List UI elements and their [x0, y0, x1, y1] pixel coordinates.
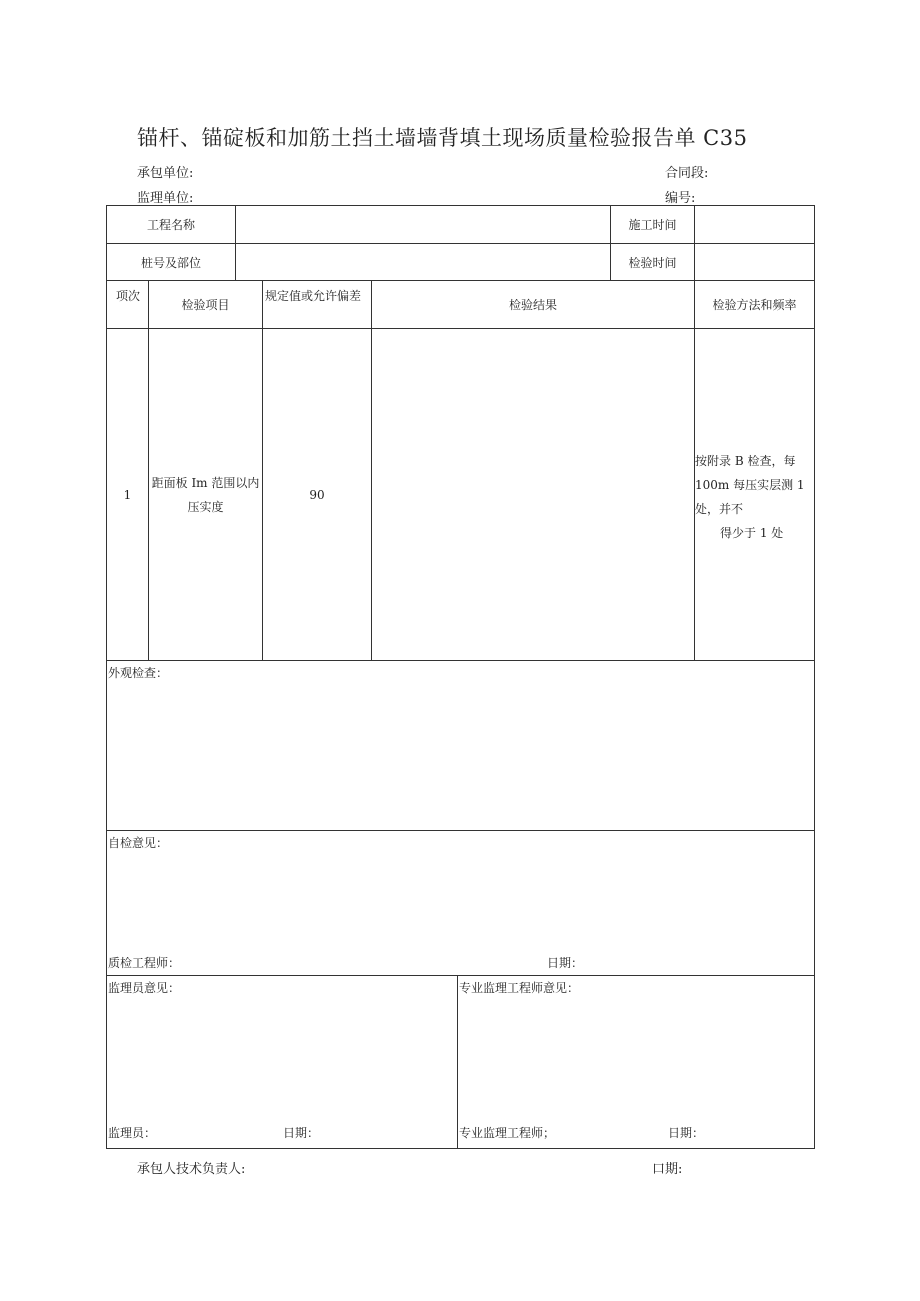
contractor-label: 承包单位: [137, 166, 194, 181]
self-check-section [106, 830, 815, 976]
construction-time-label: 施工时间 [610, 205, 695, 244]
col-header-seq: 项次 [106, 280, 149, 329]
item-line-1: 距面板 Im 范围以内 [151, 475, 260, 490]
supervisor-opinion-section [106, 975, 458, 1149]
contract-section-label: 合同段: [665, 166, 709, 181]
method-line-1: 按附录 B 检查，每 [695, 454, 796, 468]
pile-location-label: 桩号及部位 [106, 243, 236, 281]
construction-time-value [694, 205, 815, 244]
table-row-item [148, 328, 263, 661]
footer-date-label: 口期: [652, 1162, 683, 1177]
table-row-spec: 90 [262, 328, 372, 661]
specialist-opinion-label: 专业监理工程师意见： [459, 981, 580, 995]
specialist-signer-label: 专业监理工程师； [459, 1126, 556, 1140]
pile-location-value [235, 243, 611, 281]
supervisor-opinion-label: 监理员意见： [108, 981, 181, 995]
col-header-method: 检验方法和频率 [694, 280, 815, 329]
project-name-value [235, 205, 611, 244]
appearance-section [106, 660, 815, 831]
method-line-3: 处，并不 [695, 502, 744, 516]
item-line-2: 压实度 [187, 499, 224, 514]
col-header-spec: 规定值或允许偏差 [262, 280, 372, 329]
project-name-label: 工程名称 [106, 205, 236, 244]
specialist-opinion-section [457, 975, 815, 1149]
page-title: 锚杆、锚碇板和加筋土挡土墙墙背填土现场质量检验报告单 C35 [137, 126, 748, 150]
col-header-result: 检验结果 [371, 280, 695, 329]
supervisor-date-label: 日期： [283, 1126, 320, 1140]
col-header-item: 检验项目 [148, 280, 263, 329]
inspection-time-value [694, 243, 815, 281]
self-check-label: 自检意见： [108, 836, 169, 850]
supervisor-signer-label: 监理员： [108, 1126, 157, 1140]
tech-lead-label: 承包人技术负责人: [137, 1162, 246, 1177]
self-check-date-label: 日期： [547, 956, 584, 970]
method-line-4: 得少于 1 处 [720, 526, 784, 540]
qc-engineer-label: 质检工程师： [108, 956, 181, 970]
inspection-time-label: 检验时间 [610, 243, 695, 281]
table-row-seq: 1 [106, 328, 149, 661]
method-line-2: 100m 每压实层测 1 [695, 478, 805, 492]
table-row-method [694, 328, 815, 661]
supervisor-unit-label: 监理单位: [137, 191, 194, 206]
table-row-result [371, 328, 695, 661]
appearance-label: 外观检查： [108, 666, 169, 680]
number-label: 编号: [665, 191, 696, 206]
specialist-date-label: 日期： [668, 1126, 705, 1140]
